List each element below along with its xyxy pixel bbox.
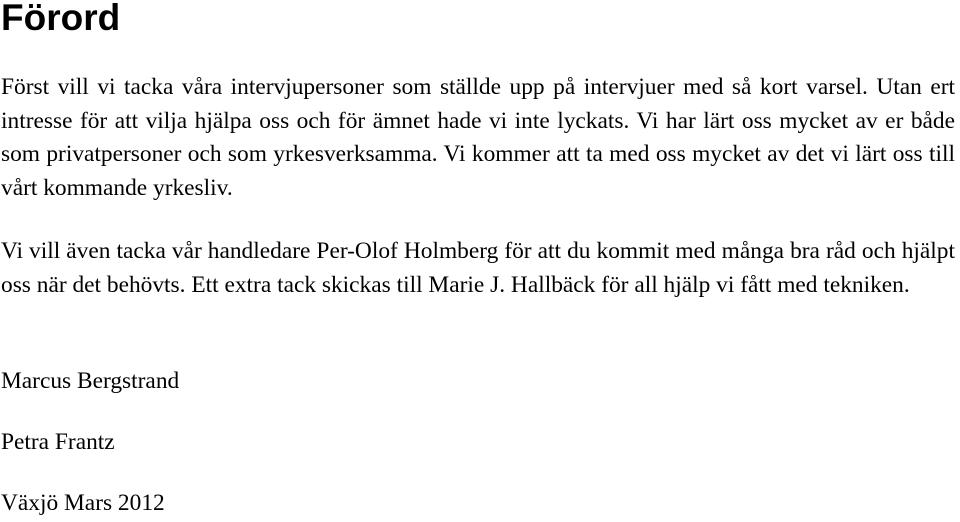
author-name: Marcus Bergstrand — [1, 368, 180, 394]
place-and-date: Växjö Mars 2012 — [1, 490, 165, 516]
acknowledgement-paragraph-supervisor: Vi vill även tacka vår handledare Per-Olof Holmberg för att du kommit med många bra råd och hjälpt oss när det behövts. Ett extra tack skickas till Marie J. Hallbäck för all hjälp vi fått med tekniken. — [1, 238, 955, 298]
page-title: Förord — [1, 0, 121, 38]
author-name: Petra Frantz — [1, 429, 115, 455]
acknowledgement-paragraph-interviewees: Först vill vi tacka våra intervjupersoner som ställde upp på intervjuer med så kort varsel. Utan ert intresse för att vilja hjälpa oss och för ämnet hade vi inte lyckats. Vi har lärt oss mycket av er både som privatpersoner och som yrkesverksamma. Vi kommer att ta med oss mycket av det vi lärt oss till vårt kommande yrkesliv. — [1, 74, 955, 201]
